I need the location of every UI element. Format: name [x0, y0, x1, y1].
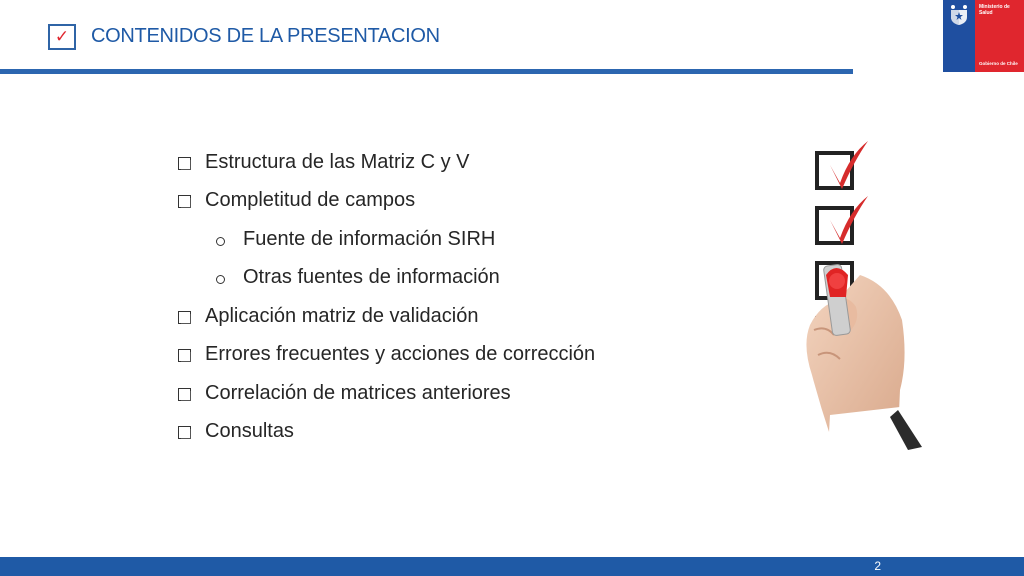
circle-bullet-icon: [216, 275, 225, 284]
circle-bullet-icon: [216, 237, 225, 246]
page-number: 2: [874, 559, 881, 573]
list-item-text: Correlación de matrices anteriores: [205, 381, 511, 404]
logo-org-line1: Ministerio de: [979, 4, 1010, 10]
list-item: [178, 297, 595, 336]
list-item: [178, 374, 595, 413]
footer-bar: [0, 557, 1024, 576]
list-item-text: Fuente de información SIRH: [243, 227, 496, 250]
list-item: [178, 143, 595, 182]
square-checkbox-icon: [178, 349, 191, 362]
list-item-text: Otras fuentes de información: [243, 266, 500, 289]
hand-with-marker-checklist-icon: [790, 135, 930, 450]
ministry-logo: [943, 0, 1024, 72]
square-checkbox-icon: [178, 388, 191, 401]
page-title: CONTENIDOS DE LA PRESENTACION: [91, 25, 440, 47]
list-item: [178, 259, 595, 298]
title-check-glyph: ✓: [54, 26, 70, 47]
list-item: [178, 182, 595, 221]
logo-org-line2: Salud: [979, 10, 993, 16]
logo-organization: [979, 4, 1023, 16]
square-checkbox-icon: [178, 311, 191, 324]
list-item-text: Errores frecuentes y acciones de corrección: [205, 343, 596, 366]
square-checkbox-icon: [178, 157, 191, 170]
list-item: [178, 413, 595, 452]
list-item-text: Estructura de las Matriz C y V: [205, 150, 470, 173]
list-item-text: Consultas: [205, 420, 294, 443]
list-item-text: Completitud de campos: [205, 189, 416, 212]
title-checkbox-icon: [48, 24, 76, 50]
square-checkbox-icon: [178, 195, 191, 208]
content-bullet-list: [178, 143, 595, 451]
list-item: [178, 220, 595, 259]
coat-of-arms-icon: [947, 4, 971, 26]
square-checkbox-icon: [178, 426, 191, 439]
logo-blue-band: [943, 0, 975, 72]
header-divider: [0, 69, 853, 74]
list-item-text: Aplicación matriz de validación: [205, 304, 479, 327]
list-item: [178, 336, 595, 375]
logo-government: Gobierno de Chile: [979, 61, 1018, 66]
